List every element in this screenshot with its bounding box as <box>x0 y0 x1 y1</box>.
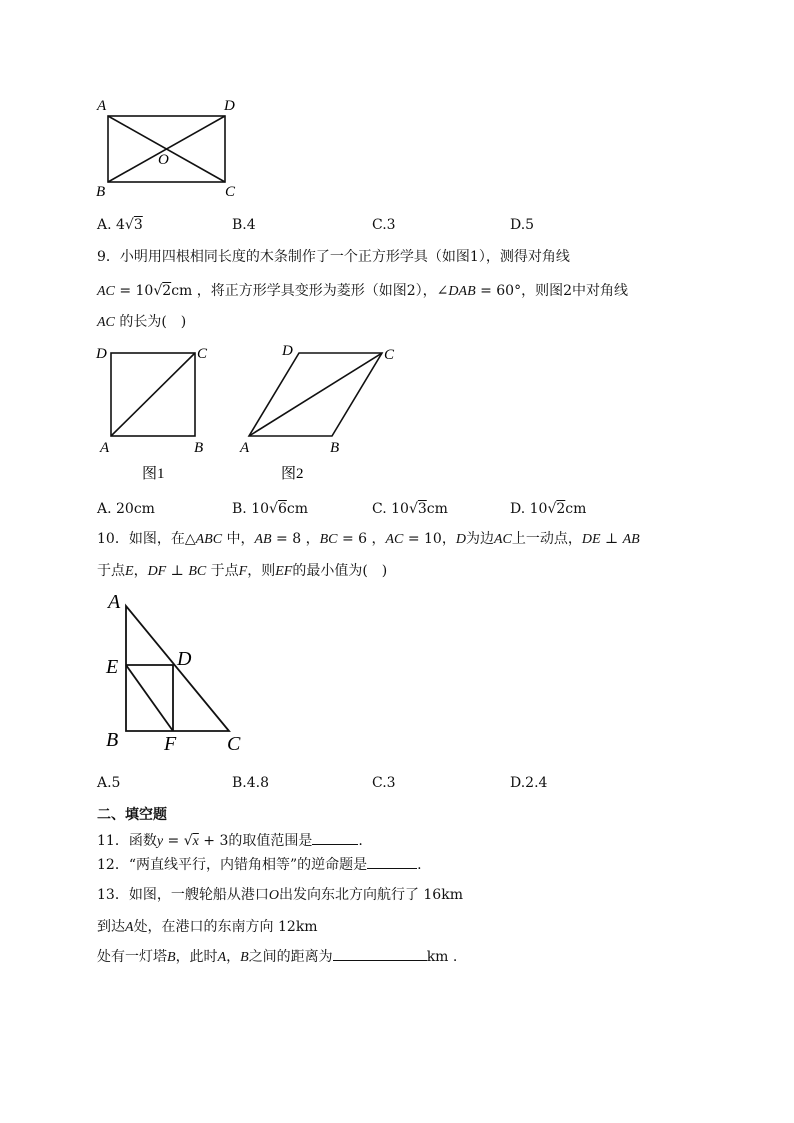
fig10-label-a: A <box>108 591 121 613</box>
q10-t4: AB <box>254 532 272 547</box>
q10-t10: D <box>455 532 466 547</box>
q10-u10: EF <box>275 564 293 579</box>
fig10-label-b: B <box>106 729 119 751</box>
radical-sign: √ <box>153 283 163 299</box>
q8-option-a <box>97 216 143 234</box>
q13-c6: B <box>240 950 249 965</box>
figure-rhombus <box>232 340 412 490</box>
q9-option-d-radicand: 2 <box>556 501 566 517</box>
q10-u6: BC <box>188 564 207 579</box>
q13-a1: 13．如图，一艘轮船从港口 <box>97 887 269 903</box>
q9-ac: AC <box>97 284 115 299</box>
fig2-label-a: A <box>240 440 250 456</box>
q11-radicand: x <box>192 834 199 849</box>
q11-end: . <box>358 833 363 849</box>
q13-line2 <box>97 918 318 937</box>
q9-option-c-prefix: C. 10 <box>372 501 409 517</box>
q10-t11: 为边 <box>465 531 494 547</box>
figure-square <box>90 340 230 490</box>
q10-u1: 于点 <box>97 563 125 579</box>
q10-option-c: C.3 <box>372 775 396 791</box>
q10-t12: AC <box>493 532 512 547</box>
fig2-label-d: D <box>282 343 293 359</box>
q8-option-a-prefix: A. 4 <box>97 217 125 233</box>
q10-u8: F <box>238 564 248 579</box>
fig2-label-c: C <box>384 347 395 363</box>
radical-sign: √ <box>124 217 134 233</box>
q10-line2 <box>97 562 387 581</box>
q13-c4: A <box>217 950 227 965</box>
q9-radicand: 2 <box>162 283 172 299</box>
q13-b1: 到达 <box>97 919 125 935</box>
q9-text-cm: cm ，将正方形学具变形为菱形（如图2）， <box>171 283 437 299</box>
figure-right-triangle <box>96 588 266 758</box>
q10-u7: 于点 <box>206 563 239 579</box>
q9-option-c <box>372 500 448 518</box>
q13-c3: ，此时 <box>175 949 218 965</box>
q10-line1 <box>97 530 640 549</box>
q8-option-d: D.5 <box>510 217 535 233</box>
q12-end: . <box>417 857 422 873</box>
q13-c8: km . <box>426 949 458 965</box>
q10-u9: ，则 <box>247 563 276 579</box>
q10-t2: ABC <box>195 532 223 547</box>
radical-sign: √ <box>547 501 557 517</box>
q10-t3: 中， <box>222 531 255 547</box>
q11-y: y <box>156 834 164 849</box>
q10-u2: E <box>125 564 134 579</box>
q10-t9: = 10， <box>403 531 456 547</box>
label-d: D <box>224 98 235 114</box>
fig1-label-d: D <box>96 346 107 362</box>
q12-answer-blank[interactable] <box>367 856 417 869</box>
q9-angle: ∠DAB <box>436 284 476 299</box>
q8-option-a-radicand: 3 <box>133 217 143 233</box>
q13-c1: 处有一灯塔 <box>97 949 167 965</box>
q11-tail: + 3的取值范围是 <box>198 833 313 849</box>
label-a: A <box>97 98 107 114</box>
q9-option-c-radicand: 3 <box>417 501 427 517</box>
q9-line3 <box>97 313 186 332</box>
radical-sign: √ <box>408 501 418 517</box>
q10-option-a: A.5 <box>97 775 121 791</box>
q9-option-b-unit: cm <box>286 501 308 517</box>
q8-option-b: B.4 <box>232 217 256 233</box>
q9-line1: 9．小明用四根相同长度的木条制作了一个正方形学具（如图1），测得对角线 <box>97 249 570 265</box>
q9-option-d-unit: cm <box>565 501 587 517</box>
q10-t14: DE <box>581 532 601 547</box>
q10-option-b: B.4.8 <box>232 775 270 791</box>
label-c: C <box>225 184 236 200</box>
q13-a2: O <box>268 888 279 903</box>
fig1-label-a: A <box>100 440 110 456</box>
q13-b3: 处，在港口的东南方向 12km <box>133 919 318 935</box>
q13-c7: 之间的距离为 <box>248 949 333 965</box>
radical-sign: √ <box>183 833 193 849</box>
q9-option-b <box>232 500 308 518</box>
q13-line3 <box>97 948 457 967</box>
q9-option-a: A. 20cm <box>97 501 155 517</box>
q9-option-d <box>510 500 586 518</box>
q9-option-b-prefix: B. 10 <box>232 501 270 517</box>
q10-u11: 的最小值为( ) <box>292 563 388 579</box>
q9-text-60: = 60°，则图2中对角线 <box>475 283 628 299</box>
fig10-label-f: F <box>164 733 177 755</box>
fig10-label-d: D <box>177 648 192 670</box>
q10-u5: ⊥ <box>166 563 189 579</box>
q12-line <box>97 856 422 874</box>
square-diagonal-ac <box>111 353 195 436</box>
q10-t1: 10．如图，在△ <box>97 531 196 547</box>
segment-ef <box>126 665 173 731</box>
q13-c2: B <box>167 950 176 965</box>
fig10-label-e: E <box>106 656 119 678</box>
fig1-caption: 图1 <box>142 466 165 482</box>
label-b: B <box>96 184 106 200</box>
q13-line1 <box>97 886 463 905</box>
q13-answer-blank[interactable] <box>333 948 427 961</box>
fig1-label-c: C <box>197 346 208 362</box>
q8-option-c: C.3 <box>372 217 396 233</box>
q12-text: 12．“两直线平行，内错角相等”的逆命题是 <box>97 857 368 873</box>
q9-option-d-prefix: D. 10 <box>510 501 548 517</box>
section-heading: 二、填空题 <box>97 807 167 823</box>
q10-u3: ， <box>133 563 148 579</box>
q13-b2: A <box>125 920 134 935</box>
fig2-label-b: B <box>330 440 340 456</box>
q10-option-d: D.2.4 <box>510 775 548 791</box>
fig2-caption: 图2 <box>281 466 304 482</box>
radical-sign: √ <box>269 501 278 517</box>
fig1-label-b: B <box>194 440 204 456</box>
q9-option-b-radicand: 6 <box>277 501 287 517</box>
q10-t6: BC <box>319 532 338 547</box>
figure-rectangle-diagonals <box>88 92 248 202</box>
q10-u4: DF <box>147 564 167 579</box>
label-o: O <box>158 152 169 168</box>
q10-t15: ⊥ <box>600 531 623 547</box>
q9-option-c-unit: cm <box>426 501 448 517</box>
q11-line <box>97 832 363 851</box>
q10-t13: 上一动点， <box>511 531 582 547</box>
q9-question-end: 的长为( ) <box>114 314 187 330</box>
q13-a3: 出发向东北方向航行了 16km <box>278 887 463 903</box>
q10-t16: AB <box>622 532 640 547</box>
q13-c5: ， <box>226 949 241 965</box>
q10-t5: = 8 ， <box>271 531 320 547</box>
q9-ac-2: AC <box>97 315 115 330</box>
q11-prefix: 11．函数 <box>97 833 157 849</box>
q11-eq: = <box>163 833 184 849</box>
q10-t8: AC <box>385 532 404 547</box>
fig10-label-c: C <box>227 733 241 755</box>
q9-eq-10: = 10 <box>114 283 154 299</box>
q10-t7: = 6 ， <box>337 531 386 547</box>
rhombus-diagonal-ac <box>249 353 382 436</box>
q9-line2 <box>97 282 628 301</box>
q11-answer-blank[interactable] <box>312 832 358 845</box>
